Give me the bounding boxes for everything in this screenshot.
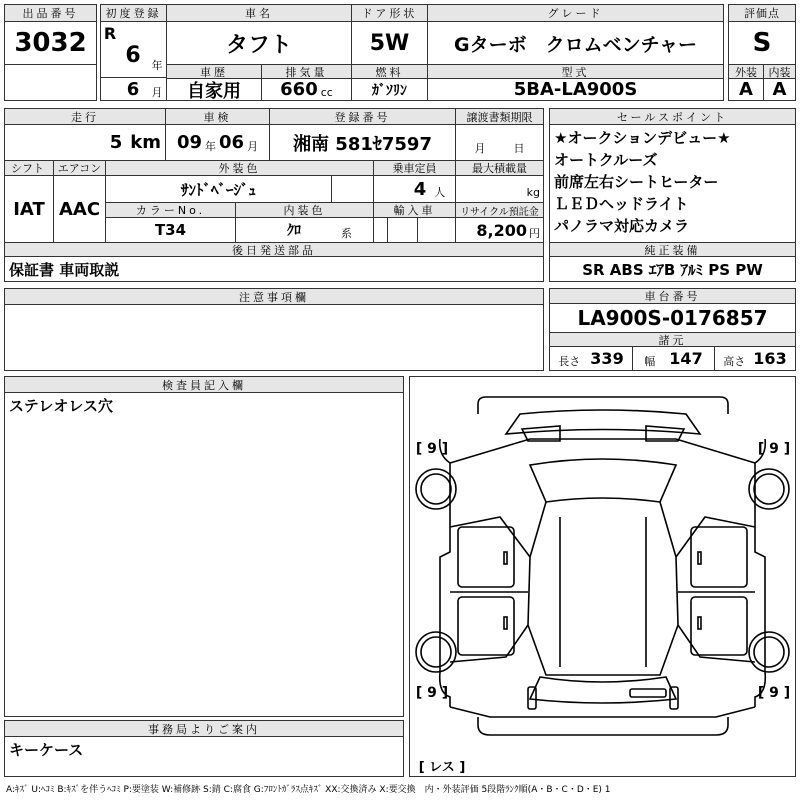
score-value: S <box>752 28 772 58</box>
recycle-deposit-label: リサイクル預託金 <box>455 203 543 218</box>
color-number-value: T34 <box>105 218 235 242</box>
model-label: 型式 <box>427 64 723 79</box>
registration-number-value: 湘南 581ｾ7597 <box>269 125 455 161</box>
inspection-cell <box>165 125 269 161</box>
length-cell <box>550 347 632 370</box>
displacement-label: 排気量 <box>261 64 351 79</box>
exterior-color-label: 外装色 <box>105 161 373 176</box>
import-label: 輸入車 <box>373 203 455 218</box>
history-label: 車歴 <box>166 64 261 79</box>
grade-value: Gターボ クロムベンチャー <box>427 22 723 64</box>
chassis-number-label: 車台番号 <box>550 289 795 304</box>
tire-mark-rear-right: [ 9 ] <box>757 685 791 701</box>
door-type-label: ドア形状 <box>351 5 427 22</box>
door-type-value: 5W <box>351 22 427 64</box>
registration-number-label: 登録番号 <box>269 109 455 125</box>
aircon-label: エアコン <box>53 161 105 176</box>
tire-mark-front-right: [ 9 ] <box>757 441 791 457</box>
inspection-label: 車検 <box>165 109 269 125</box>
displacement-value: 660 <box>280 79 318 100</box>
vehicle-header-box <box>100 4 724 101</box>
car-diagram <box>410 377 795 776</box>
inspection-month: 06 <box>219 132 245 153</box>
width-label: 幅 <box>644 354 656 368</box>
max-load-cell <box>455 176 543 203</box>
mileage-cell <box>5 125 165 161</box>
sales-point: 前席左右シートヒーター <box>554 173 719 191</box>
specs-label: 諸元 <box>550 332 795 347</box>
car-name-label: 車名 <box>166 5 351 22</box>
inspection-year: 09 <box>176 132 202 153</box>
transfer-deadline-label: 譲渡書類期限 <box>455 109 543 125</box>
transfer-deadline-cell <box>455 125 543 161</box>
shift-value: IAT <box>13 198 45 220</box>
length-value: 339 <box>590 349 624 368</box>
max-load-label: 最大積載量 <box>455 161 543 176</box>
interior-score-value: A <box>763 79 795 100</box>
inspector-notes-value: ステレオレス穴 <box>9 396 113 415</box>
interior-score-label: 内装 <box>763 64 795 79</box>
width-cell <box>632 347 714 370</box>
notes-label: 注意事項欄 <box>5 289 543 305</box>
sales-points-list <box>554 127 731 237</box>
sales-point: ★オークションデビュー★ <box>554 129 731 147</box>
transfer-month-unit: 月 <box>474 142 486 155</box>
recycle-deposit-cell <box>455 218 543 242</box>
aircon-value: AAC <box>53 176 105 242</box>
shift-label: シフト <box>5 161 53 176</box>
recycle-deposit-value: 8,200 <box>476 220 527 240</box>
lot-number-box <box>4 4 97 101</box>
displacement-cell <box>261 79 351 100</box>
history-value: 自家用 <box>166 79 261 100</box>
inspection-year-unit: 年 <box>205 139 216 153</box>
transfer-day-unit: 日 <box>513 142 525 155</box>
seating-capacity-unit: 人 <box>434 186 446 199</box>
tire-mark-rear-left: [ 9 ] <box>415 685 449 701</box>
interior-color-cell <box>235 218 373 242</box>
first-registration-label: 初度登録 <box>101 5 166 22</box>
inspection-month-unit: 月 <box>247 139 259 153</box>
model-value: 5BA-LA900S <box>427 79 723 100</box>
factory-equipment-label: 純正装備 <box>550 242 795 257</box>
score-box <box>728 4 796 101</box>
color-number-label: カラーNo. <box>105 203 235 218</box>
interior-color-value: ｸﾛ <box>287 223 301 239</box>
exterior-color-value: ｻﾝﾄﾞﾍﾞｰｼﾞｭ <box>105 176 331 203</box>
interior-color-label: 内装色 <box>235 203 373 218</box>
lot-number-value: 3032 <box>14 28 87 58</box>
chassis-box <box>549 288 796 371</box>
displacement-unit: cc <box>320 86 333 99</box>
exterior-score-value: A <box>739 79 753 100</box>
reg-month-unit: 月 <box>151 86 163 99</box>
mileage-value: 5 <box>109 132 123 153</box>
damage-legend: A:ｷｽﾞ U:ﾍｺﾐ B:ｷｽﾞを伴うﾍｺﾐ P:要塗装 W:補修跡 S:錆 C:腐食 G:ﾌﾛﾝﾄｶﾞﾗｽ点ｷｽﾞ XX:交換済み X:要交換 内・外装評価 5段階ﾗﾝｸ順(A・B・C・D・E) 1 <box>6 785 611 795</box>
later-parts-label: 後日発送部品 <box>5 242 543 257</box>
car-name-value: タフト <box>166 22 351 64</box>
recycle-deposit-unit: 円 <box>529 226 540 240</box>
reg-year-unit: 年 <box>151 59 163 72</box>
mileage-label: 走行 <box>5 109 165 125</box>
interior-color-unit: 系 <box>341 227 352 240</box>
lot-number-label: 出品番号 <box>5 5 96 22</box>
reg-year-value: 6 <box>125 42 141 68</box>
sales-point: オートクルーズ <box>554 151 658 169</box>
fuel-label: 燃料 <box>351 64 427 79</box>
mileage-unit: km <box>130 132 161 153</box>
height-cell <box>714 347 795 370</box>
office-notes-value: キーケース <box>9 740 84 759</box>
sales-point: ＬＥＤヘッドライト <box>554 195 689 213</box>
notes-box <box>4 288 544 371</box>
score-label: 評価点 <box>729 5 795 22</box>
seating-capacity-value: 4 <box>413 178 427 200</box>
spare-tire-mark: [ レス ] <box>418 759 466 775</box>
era-value: R <box>103 23 117 43</box>
length-label: 長さ <box>558 354 581 368</box>
vehicle-details-box <box>4 108 544 282</box>
sales-points-label: セールスポイント <box>550 109 795 125</box>
max-load-unit: kg <box>526 186 540 199</box>
office-notes-label: 事務局よりご案内 <box>5 721 403 737</box>
office-notes-box <box>4 720 404 777</box>
seating-capacity-label: 乗車定員 <box>373 161 455 176</box>
chassis-number-value: LA900S-0176857 <box>577 306 768 330</box>
width-value: 147 <box>669 349 703 368</box>
grade-label: グレード <box>427 5 723 22</box>
sales-point: パノラマ対応カメラ <box>554 217 690 235</box>
fuel-value: ｶﾞｿﾘﾝ <box>351 79 427 100</box>
inspector-notes-label: 検査員記入欄 <box>5 377 403 393</box>
later-parts-value: 保証書 車両取説 <box>9 260 120 279</box>
reg-month-value: 6 <box>126 79 140 99</box>
factory-equipment-value: SR ABS ｴｱB ｱﾙﾐ PS PW <box>582 260 763 279</box>
inspector-notes-box <box>4 376 404 717</box>
notes-value <box>5 307 543 331</box>
height-value: 163 <box>753 349 787 368</box>
damage-diagram-box <box>409 376 796 777</box>
seating-capacity-cell <box>373 176 455 203</box>
exterior-score-label: 外装 <box>729 64 763 79</box>
sales-points-box <box>549 108 796 282</box>
height-label: 高さ <box>723 354 746 368</box>
tire-mark-front-left: [ 9 ] <box>415 441 449 457</box>
